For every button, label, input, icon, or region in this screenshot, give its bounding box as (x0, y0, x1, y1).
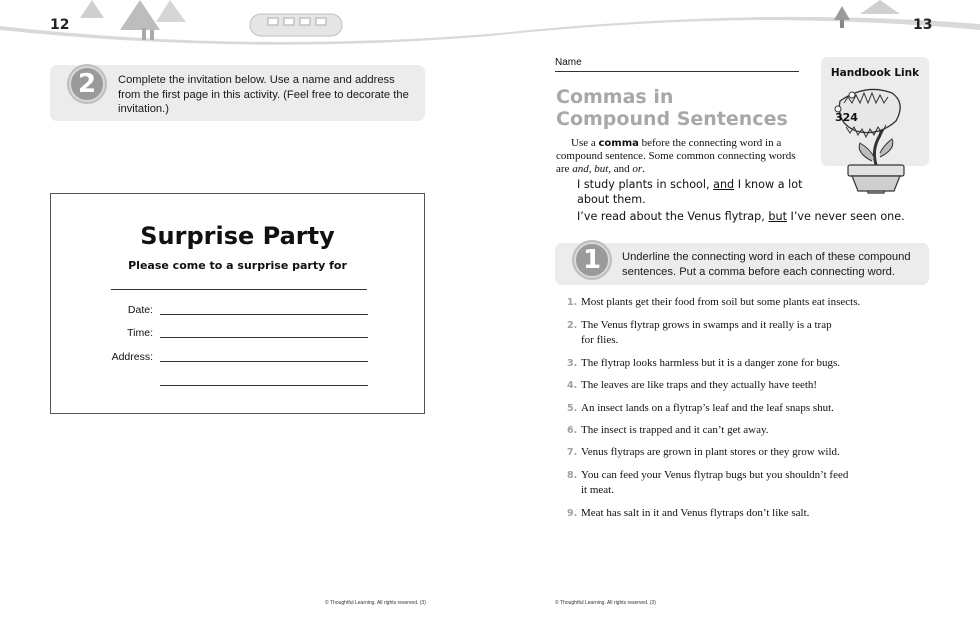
exercise-number: 1. (567, 297, 578, 308)
handbook-page-number: 324 (835, 111, 858, 124)
step-2-text (118, 73, 409, 117)
invitation-subtitle: Please come to a surprise party for (128, 259, 347, 272)
exercise-text: Most plants get their food from soil but some plants eat insects. (581, 296, 861, 308)
exercise-number: 9. (567, 508, 578, 519)
page-title (556, 86, 788, 130)
exercise-text: Venus flytraps are grown in plant stores or they grow wild. (581, 446, 840, 458)
step-2-line: Complete the invitation below. Use a name and address (118, 74, 395, 86)
exercise-number: 5. (567, 403, 578, 414)
exercise-text: You can feed your Venus flytrap bugs but you shouldn’t feed (581, 469, 849, 481)
time-line[interactable] (160, 337, 368, 338)
exercise-item[interactable] (567, 356, 840, 371)
invitation-title: Surprise Party (140, 222, 335, 250)
date-line[interactable] (160, 314, 368, 315)
exercise-text-cont: it meat. (581, 484, 614, 496)
exercise-item[interactable] (567, 423, 769, 438)
exercise-number: 3. (567, 358, 578, 369)
example-sentence-2 (577, 210, 905, 223)
page-number-right: 13 (913, 17, 933, 33)
name-line[interactable] (555, 71, 799, 72)
step-1-line: sentences. Put a comma before each connecting word. (622, 265, 896, 278)
exercise-text: The Venus flytrap grows in swamps and it really is a trap (581, 319, 832, 331)
exercise-number: 7. (567, 447, 578, 458)
exercise-item[interactable] (567, 295, 860, 310)
example-sentence-1-cont: about them. (577, 193, 646, 206)
exercise-text: The flytrap looks harmless but it is a danger zone for bugs. (581, 357, 841, 369)
title-line-1: Commas in (556, 86, 674, 108)
intro-and: and (611, 163, 633, 175)
exercise-text: The insect is trapped and it can’t get away. (581, 424, 769, 436)
intro-end: . (642, 163, 645, 175)
exercise-item[interactable] (567, 378, 817, 393)
handbook-link-label: Handbook Link (830, 67, 920, 79)
guest-name-line[interactable] (111, 289, 367, 290)
exercise-item[interactable] (567, 401, 834, 416)
exercise-number: 2. (567, 320, 578, 331)
example-1-connecting-word: and (713, 178, 735, 191)
footer-left: © Thoughtful Learning. All rights reserved. (3) (325, 600, 426, 606)
example-2-connecting-word: but (768, 210, 787, 223)
example-sentence-1 (577, 178, 802, 191)
exercise-text-cont: for flies. (581, 334, 619, 346)
address-line-1[interactable] (160, 361, 368, 362)
intro-pre: Use a (571, 137, 599, 149)
example-1-part-b: I know a lot (734, 178, 803, 191)
exercise-number: 6. (567, 425, 578, 436)
invitation-card (50, 193, 425, 414)
exercise-item[interactable] (567, 445, 840, 460)
name-label: Name (555, 57, 582, 68)
exercise-item[interactable] (567, 468, 848, 498)
page-number-left: 12 (50, 17, 70, 33)
exercise-number: 8. (567, 470, 578, 481)
step-number-badge: 1 (574, 242, 610, 278)
footer-right: © Thoughtful Learning. All rights reserved. (3) (555, 600, 656, 606)
intro-last-word: or (632, 163, 643, 175)
exercise-item[interactable] (567, 318, 832, 348)
intro-keyword: comma (598, 138, 639, 149)
address-label: Address: (111, 351, 153, 363)
step-2-line: from the first page in this activity. (Feel free to decorate the (118, 88, 409, 101)
venus-flytrap-icon (826, 81, 926, 194)
title-line-2: Compound Sentences (556, 108, 788, 130)
example-2-part-b: I’ve never seen one. (786, 210, 905, 223)
step-1-line: Underline the connecting word in each of these compound (622, 251, 911, 263)
intro-words: and, but, (572, 163, 611, 175)
step-2-line: invitation.) (118, 103, 169, 115)
header-mountain-art (0, 0, 980, 48)
exercise-text: Meat has salt in it and Venus flytraps don’t like salt. (581, 507, 810, 519)
exercise-number: 4. (567, 380, 578, 391)
intro-paragraph (556, 137, 800, 176)
exercise-text: An insect lands on a flytrap’s leaf and the leaf snaps shut. (581, 402, 834, 414)
intro-mid: before the connecting word in a compound sentence. Some common connecting words are (556, 137, 796, 175)
example-1-part-a: I study plants in school, (577, 178, 714, 191)
address-line-2[interactable] (160, 385, 368, 386)
step-number-badge: 2 (69, 66, 105, 102)
exercise-text: The leaves are like traps and they actually have teeth! (581, 379, 818, 391)
date-label: Date: (127, 304, 153, 316)
example-2-part-a: I’ve read about the Venus flytrap, (577, 210, 769, 223)
time-label: Time: (127, 327, 153, 339)
exercise-item[interactable] (567, 506, 809, 521)
step-1-text (622, 250, 911, 279)
